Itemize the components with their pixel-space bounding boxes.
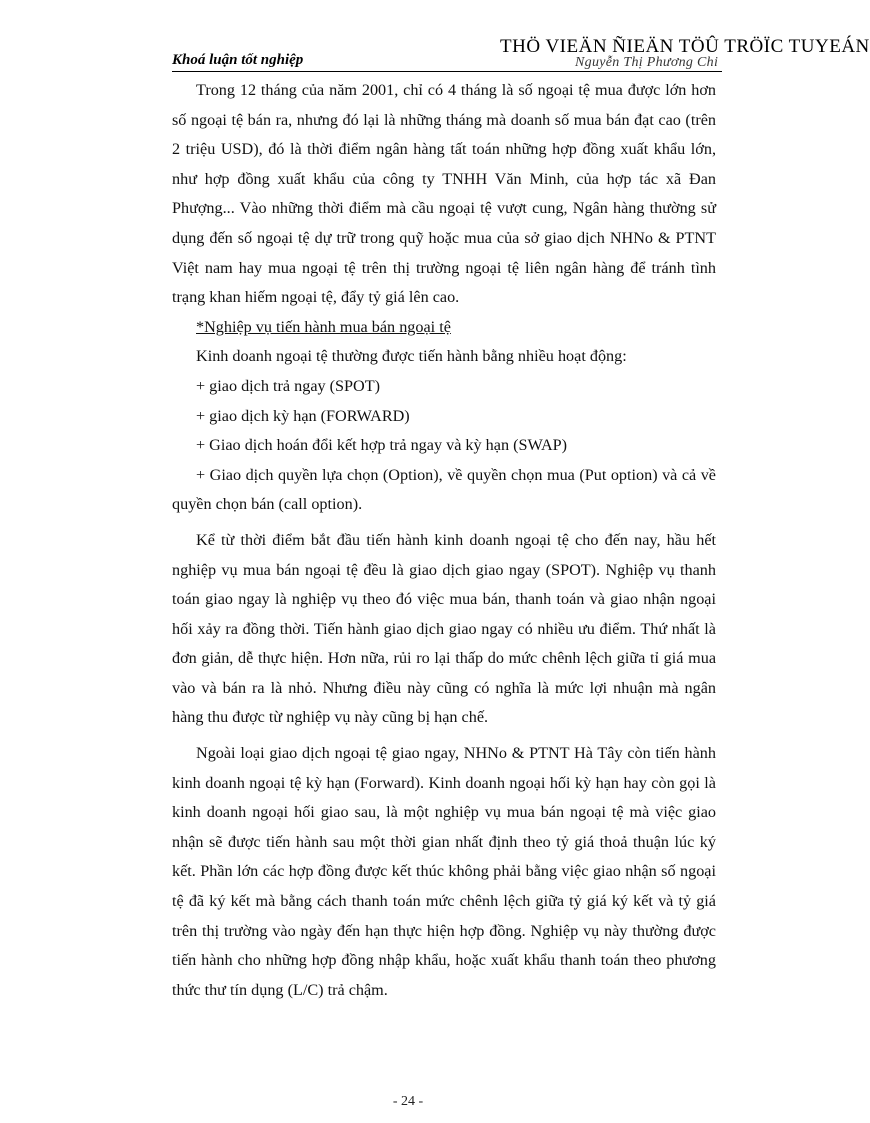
- paragraph-intro: Kinh doanh ngoại tệ thường được tiến hành bằng nhiều hoạt động:: [196, 347, 627, 366]
- paragraph-spot-trading: Kể từ thời điểm bắt đầu tiến hành kinh doanh ngoại tệ cho đến nay, hầu hết nghiệp vụ mua bán ngoại tệ đều là giao dịch giao ngay (SPOT). Nghiệp vụ thanh toán giao ngay là nghiệp vụ theo đó việc mua bán, thanh toán và giao nhận ngoại hối xảy ra đồng thời. Tiến hành giao dịch giao ngay có nhiều ưu điểm. Thứ nhất là đơn giản, dễ thực hiện. Hơn nữa, rủi ro lại thấp do mức chênh lệch giữa tỉ giá mua vào và bán ra là nhỏ. Nhưng điều này cũng có nghĩa là mức lợi nhuận mà ngân hàng thu được từ nghiệp vụ này cũng bị hạn chế.: [172, 530, 716, 727]
- header-author-name: Nguyễn Thị Phương Chi: [575, 55, 719, 70]
- library-watermark: THÖ VIEÄN ÑIEÄN TÖÛ TRÖÏC TUYEÁN: [500, 36, 870, 57]
- document-body: [172, 76, 716, 1005]
- page-number: - 24 -: [392, 1094, 424, 1109]
- list-item-option: + Giao dịch quyền lựa chọn (Option), về quyền chọn mua (Put option) và cả về quyền chọn bán (call option).: [172, 465, 716, 514]
- paragraph-foreign-currency-balance: Trong 12 tháng của năm 2001, chỉ có 4 tháng là số ngoại tệ mua được lớn hơn số ngoại tệ bán ra, nhưng đó lại là những tháng mà doanh số mua bán đạt cao (trên 2 triệu USD), đó là thời điểm ngân hàng tất toán những hợp đồng xuất khẩu lớn, như hợp đồng xuất khẩu của công ty TNHH Văn Minh, của hợp tác xã Đan Phượng... Vào những thời điểm mà cầu ngoại tệ vượt cung, Ngân hàng thường sử dụng đến số ngoại tệ dự trữ trong quỹ hoặc mua của sở giao dịch NHNo & PTNT Việt nam hay mua ngoại tệ trên thị trường ngoại tệ liên ngân hàng để tránh tình trạng khan hiếm ngoại tệ, đẩy tỷ giá lên cao.: [172, 81, 716, 307]
- header-divider: [172, 71, 722, 72]
- header-thesis-title: Khoá luận tốt nghiệp: [172, 52, 304, 68]
- list-item-forward: + giao dịch kỳ hạn (FORWARD): [196, 406, 410, 425]
- list-item-spot: + giao dịch trả ngay (SPOT): [196, 376, 381, 395]
- list-item-swap: + Giao dịch hoán đổi kết hợp trả ngay và kỳ hạn (SWAP): [196, 436, 568, 455]
- section-heading: *Nghiệp vụ tiến hành mua bán ngoại tệ: [196, 317, 451, 336]
- paragraph-forward-trading: Ngoài loại giao dịch ngoại tệ giao ngay, NHNo & PTNT Hà Tây còn tiến hành kinh doanh ngoại tệ kỳ hạn (Forward). Kinh doanh ngoại hối kỳ hạn hay còn gọi là kinh doanh ngoại hối giao sau, là một nghiệp vụ mua bán ngoại tệ mà việc giao nhận sẽ được tiến hành sau một thời gian nhất định theo tỷ giá thoả thuận lúc ký kết. Phần lớn các hợp đồng được kết thúc không phải bằng việc giao nhận số ngoại tệ đã ký kết mà bằng cách thanh toán mức chênh lệch giữa tỷ giá ký kết và tỷ giá trên thị trường vào ngày đến hạn thực hiện hợp đồng. Nghiệp vụ này thường được tiến hành cho những hợp đồng nhập khẩu, hoặc xuất khẩu thanh toán theo phương thức thư tín dụng (L/C) trả chậm.: [172, 744, 716, 999]
